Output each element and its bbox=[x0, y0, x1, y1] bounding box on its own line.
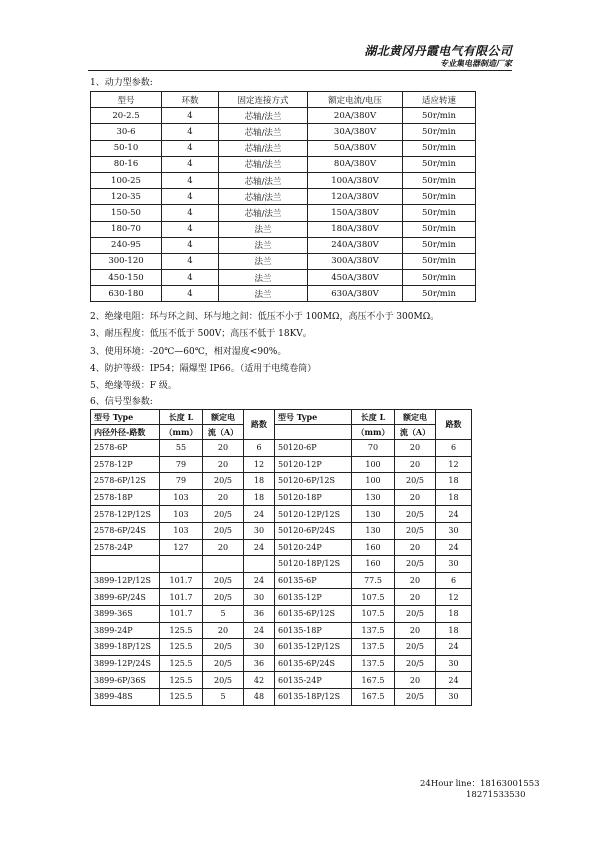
cell: 240-95 bbox=[91, 237, 162, 253]
cell: 127 bbox=[160, 539, 203, 556]
cell: 20 bbox=[395, 440, 436, 457]
cell: 137.5 bbox=[352, 655, 395, 672]
cell: 30 bbox=[436, 655, 472, 672]
cell: 法兰 bbox=[219, 221, 308, 237]
cell: 300-120 bbox=[91, 253, 162, 269]
cell: 6 bbox=[436, 572, 472, 589]
cell: 4 bbox=[162, 140, 219, 156]
cell: 芯轴/法兰 bbox=[219, 189, 308, 205]
table-row bbox=[91, 286, 476, 302]
col-header: 环数 bbox=[162, 92, 219, 108]
cell: 50r/min bbox=[403, 205, 476, 221]
cell: 167.5 bbox=[352, 672, 395, 689]
cell: 101.7 bbox=[160, 589, 203, 606]
col-header: 额定电 bbox=[395, 410, 436, 425]
col-header bbox=[275, 425, 352, 440]
cell: 30A/380V bbox=[308, 124, 403, 140]
col-header: （mm） bbox=[352, 425, 395, 440]
col-header: 型号 bbox=[91, 92, 162, 108]
table-row bbox=[91, 655, 472, 672]
cell: 3899-24P bbox=[91, 622, 160, 639]
cell: 137.5 bbox=[352, 639, 395, 656]
cell: 6 bbox=[436, 440, 472, 457]
cell: 芯轴/法兰 bbox=[219, 108, 308, 124]
cell: 24 bbox=[244, 572, 275, 589]
cell: 125.5 bbox=[160, 672, 203, 689]
col-header: 额定电 bbox=[203, 410, 244, 425]
col-header: 型号 Type bbox=[91, 410, 160, 425]
cell: 12 bbox=[436, 589, 472, 606]
cell: 50r/min bbox=[403, 172, 476, 188]
cell: 法兰 bbox=[219, 270, 308, 286]
cell: 50120-18P bbox=[275, 489, 352, 506]
cell: 50-10 bbox=[91, 140, 162, 156]
table-row bbox=[91, 108, 476, 124]
cell: 48 bbox=[244, 688, 275, 705]
cell: 130 bbox=[352, 522, 395, 539]
cell: 20 bbox=[395, 456, 436, 473]
note-insulation-resistance: 2、绝缘电阻：环与环之间、环与地之间：低压不小于 100MΩ，高压不小于 300MΩ。 bbox=[90, 312, 440, 322]
cell: 20/5 bbox=[203, 522, 244, 539]
cell: 30 bbox=[244, 639, 275, 656]
cell: 4 bbox=[162, 205, 219, 221]
cell: 630A/380V bbox=[308, 286, 403, 302]
company-subtitle: 专业集电器制造厂家 bbox=[440, 58, 512, 68]
cell: 77.5 bbox=[352, 572, 395, 589]
table-row bbox=[91, 589, 472, 606]
cell: 18 bbox=[436, 489, 472, 506]
cell: 50120-24P bbox=[275, 539, 352, 556]
cell: 3899-36S bbox=[91, 605, 160, 622]
cell: 芯轴/法兰 bbox=[219, 205, 308, 221]
cell: 160 bbox=[352, 539, 395, 556]
cell: 20 bbox=[203, 440, 244, 457]
table-row bbox=[91, 172, 476, 188]
cell: 103 bbox=[160, 506, 203, 523]
cell: 芯轴/法兰 bbox=[219, 140, 308, 156]
cell: 20 bbox=[395, 539, 436, 556]
cell: 20-2.5 bbox=[91, 108, 162, 124]
cell: 50120-6P/12S bbox=[275, 473, 352, 490]
section-power-title: 1、动力型参数: bbox=[90, 78, 153, 88]
cell: 2578-12P bbox=[91, 456, 160, 473]
cell: 2578-6P/24S bbox=[91, 522, 160, 539]
table-row bbox=[91, 556, 472, 573]
cell: 160 bbox=[352, 556, 395, 573]
cell: 79 bbox=[160, 456, 203, 473]
cell: 180-70 bbox=[91, 221, 162, 237]
cell: 30 bbox=[244, 589, 275, 606]
cell: 240A/380V bbox=[308, 237, 403, 253]
table-row bbox=[91, 522, 472, 539]
table-row bbox=[91, 270, 476, 286]
cell: 101.7 bbox=[160, 605, 203, 622]
cell: 4 bbox=[162, 286, 219, 302]
cell: 20/5 bbox=[203, 639, 244, 656]
col-header: 固定连接方式 bbox=[219, 92, 308, 108]
cell: 2578-18P bbox=[91, 489, 160, 506]
cell: 20/5 bbox=[395, 605, 436, 622]
cell: 50r/min bbox=[403, 156, 476, 172]
cell: 20/5 bbox=[203, 655, 244, 672]
table-row bbox=[91, 605, 472, 622]
cell: 2578-6P/12S bbox=[91, 473, 160, 490]
cell: 60135-12P bbox=[275, 589, 352, 606]
cell: 50r/min bbox=[403, 270, 476, 286]
cell: 50r/min bbox=[403, 237, 476, 253]
cell: 4 bbox=[162, 172, 219, 188]
cell: 20 bbox=[203, 489, 244, 506]
cell: 24 bbox=[436, 639, 472, 656]
col-header: 额定电流/电压 bbox=[308, 92, 403, 108]
cell: 80A/380V bbox=[308, 156, 403, 172]
cell: 167.5 bbox=[352, 688, 395, 705]
cell: 3899-6P/24S bbox=[91, 589, 160, 606]
table-row bbox=[91, 237, 476, 253]
col-header: 路数 bbox=[436, 410, 472, 440]
cell: 20/5 bbox=[203, 473, 244, 490]
cell bbox=[203, 556, 244, 573]
cell: 50r/min bbox=[403, 221, 476, 237]
signal-table-body bbox=[91, 440, 472, 706]
cell: 20/5 bbox=[203, 672, 244, 689]
table-header-row bbox=[91, 410, 472, 425]
col-header: 路数 bbox=[244, 410, 275, 440]
col-header: 长度 L bbox=[352, 410, 395, 425]
table-row bbox=[91, 221, 476, 237]
cell: 150A/380V bbox=[308, 205, 403, 221]
cell: 103 bbox=[160, 522, 203, 539]
cell: 18 bbox=[436, 605, 472, 622]
cell: 20 bbox=[203, 622, 244, 639]
cell: 120A/380V bbox=[308, 189, 403, 205]
col-header: 内径外径-路数 bbox=[91, 425, 160, 440]
cell: 137.5 bbox=[352, 622, 395, 639]
table-row bbox=[91, 189, 476, 205]
cell: 20 bbox=[203, 456, 244, 473]
cell: 50r/min bbox=[403, 108, 476, 124]
cell: 100-25 bbox=[91, 172, 162, 188]
cell: 103 bbox=[160, 489, 203, 506]
table-header-row bbox=[91, 425, 472, 440]
cell bbox=[91, 556, 160, 573]
col-header: （mm） bbox=[160, 425, 203, 440]
signal-params-table bbox=[90, 409, 472, 706]
table-row bbox=[91, 622, 472, 639]
table-row bbox=[91, 473, 472, 490]
cell: 24 bbox=[436, 506, 472, 523]
cell: 150-50 bbox=[91, 205, 162, 221]
cell: 60135-6P/12S bbox=[275, 605, 352, 622]
cell: 630-180 bbox=[91, 286, 162, 302]
table-row bbox=[91, 572, 472, 589]
cell: 50120-12P bbox=[275, 456, 352, 473]
power-params-table bbox=[90, 91, 476, 302]
cell: 2578-24P bbox=[91, 539, 160, 556]
cell bbox=[160, 556, 203, 573]
cell: 50r/min bbox=[403, 189, 476, 205]
cell: 3899-12P/12S bbox=[91, 572, 160, 589]
cell: 24 bbox=[244, 539, 275, 556]
cell: 芯轴/法兰 bbox=[219, 156, 308, 172]
table-row bbox=[91, 672, 472, 689]
cell: 60135-6P bbox=[275, 572, 352, 589]
cell: 4 bbox=[162, 189, 219, 205]
header-divider bbox=[88, 70, 512, 71]
cell: 20 bbox=[395, 572, 436, 589]
cell: 30 bbox=[436, 688, 472, 705]
cell: 芯轴/法兰 bbox=[219, 172, 308, 188]
cell: 60135-18P/12S bbox=[275, 688, 352, 705]
cell: 3899-6P/36S bbox=[91, 672, 160, 689]
cell: 130 bbox=[352, 506, 395, 523]
cell: 20/5 bbox=[203, 572, 244, 589]
cell: 12 bbox=[244, 456, 275, 473]
cell: 18 bbox=[244, 489, 275, 506]
cell: 50r/min bbox=[403, 124, 476, 140]
cell: 3899-18P/12S bbox=[91, 639, 160, 656]
cell: 20 bbox=[395, 489, 436, 506]
table-row bbox=[91, 688, 472, 705]
cell: 50r/min bbox=[403, 286, 476, 302]
cell: 4 bbox=[162, 237, 219, 253]
col-header: 适应转速 bbox=[403, 92, 476, 108]
cell: 50120-18P/12S bbox=[275, 556, 352, 573]
cell: 5 bbox=[203, 605, 244, 622]
cell: 2578-12P/12S bbox=[91, 506, 160, 523]
cell: 120-35 bbox=[91, 189, 162, 205]
cell: 20/5 bbox=[395, 473, 436, 490]
cell: 20A/380V bbox=[308, 108, 403, 124]
cell: 80-16 bbox=[91, 156, 162, 172]
cell: 24 bbox=[244, 506, 275, 523]
cell: 125.5 bbox=[160, 622, 203, 639]
cell: 300A/380V bbox=[308, 253, 403, 269]
cell: 法兰 bbox=[219, 237, 308, 253]
cell: 107.5 bbox=[352, 589, 395, 606]
company-name: 湖北黄冈丹霞电气有限公司 bbox=[364, 44, 512, 58]
cell: 18 bbox=[436, 622, 472, 639]
cell: 法兰 bbox=[219, 253, 308, 269]
cell: 20/5 bbox=[395, 655, 436, 672]
cell: 12 bbox=[436, 456, 472, 473]
table-row bbox=[91, 639, 472, 656]
cell: 4 bbox=[162, 124, 219, 140]
cell: 79 bbox=[160, 473, 203, 490]
cell: 30 bbox=[244, 522, 275, 539]
cell: 24 bbox=[244, 622, 275, 639]
cell: 125.5 bbox=[160, 639, 203, 656]
cell: 3899-12P/24S bbox=[91, 655, 160, 672]
cell: 30 bbox=[436, 556, 472, 573]
cell: 2578-6P bbox=[91, 440, 160, 457]
table-row bbox=[91, 205, 476, 221]
cell: 20/5 bbox=[395, 506, 436, 523]
cell: 180A/380V bbox=[308, 221, 403, 237]
cell: 4 bbox=[162, 156, 219, 172]
col-header: 流（A） bbox=[395, 425, 436, 440]
cell: 70 bbox=[352, 440, 395, 457]
cell: 50A/380V bbox=[308, 140, 403, 156]
table-row bbox=[91, 440, 472, 457]
note-environment: 3、使用环境：-20℃—60℃，相对湿度<90%。 bbox=[90, 347, 287, 357]
cell: 36 bbox=[244, 605, 275, 622]
cell: 20 bbox=[395, 622, 436, 639]
cell: 107.5 bbox=[352, 605, 395, 622]
note-insulation-class: 5、绝缘等级：F 级。 bbox=[90, 381, 177, 391]
cell: 4 bbox=[162, 221, 219, 237]
table-row bbox=[91, 506, 472, 523]
cell: 60135-18P bbox=[275, 622, 352, 639]
cell: 60135-6P/24S bbox=[275, 655, 352, 672]
cell: 20/5 bbox=[203, 589, 244, 606]
cell: 20/5 bbox=[395, 639, 436, 656]
cell: 450-150 bbox=[91, 270, 162, 286]
cell: 50r/min bbox=[403, 253, 476, 269]
cell: 100 bbox=[352, 473, 395, 490]
cell: 4 bbox=[162, 253, 219, 269]
cell: 30 bbox=[436, 522, 472, 539]
cell: 20/5 bbox=[395, 522, 436, 539]
table-row bbox=[91, 156, 476, 172]
cell: 36 bbox=[244, 655, 275, 672]
cell: 101.7 bbox=[160, 572, 203, 589]
table-header-row bbox=[91, 92, 476, 108]
cell: 5 bbox=[203, 688, 244, 705]
table-row bbox=[91, 539, 472, 556]
cell: 法兰 bbox=[219, 286, 308, 302]
section-signal-title: 6、信号型参数: bbox=[90, 397, 153, 407]
cell: 20 bbox=[395, 589, 436, 606]
note-protection: 4、防护等级：IP54；隔爆型 IP66。（适用于电缆卷筒） bbox=[90, 364, 317, 374]
cell: 24 bbox=[436, 539, 472, 556]
cell: 芯轴/法兰 bbox=[219, 124, 308, 140]
table-row bbox=[91, 124, 476, 140]
cell: 20/5 bbox=[395, 556, 436, 573]
cell: 6 bbox=[244, 440, 275, 457]
col-header: 型号 Type bbox=[275, 410, 352, 425]
cell: 18 bbox=[436, 473, 472, 490]
cell: 4 bbox=[162, 270, 219, 286]
cell: 60135-24P bbox=[275, 672, 352, 689]
hotline-second: 18271533530 bbox=[466, 790, 526, 800]
cell: 100A/380V bbox=[308, 172, 403, 188]
cell: 50r/min bbox=[403, 140, 476, 156]
cell: 450A/380V bbox=[308, 270, 403, 286]
cell: 3899-48S bbox=[91, 688, 160, 705]
cell: 50120-12P/12S bbox=[275, 506, 352, 523]
cell: 100 bbox=[352, 456, 395, 473]
table-row bbox=[91, 253, 476, 269]
cell: 20 bbox=[203, 539, 244, 556]
cell: 24 bbox=[436, 672, 472, 689]
cell: 42 bbox=[244, 672, 275, 689]
col-header: 长度 L bbox=[160, 410, 203, 425]
cell: 20 bbox=[395, 672, 436, 689]
cell: 60135-12P/12S bbox=[275, 639, 352, 656]
note-withstand-voltage: 3、耐压程度：低压不低于 500V；高压不低于 18KV。 bbox=[90, 329, 312, 339]
cell: 50120-6P bbox=[275, 440, 352, 457]
hotline: 24Hour line：18163001553 bbox=[420, 779, 540, 789]
col-header: 流（A） bbox=[203, 425, 244, 440]
cell: 50120-6P/24S bbox=[275, 522, 352, 539]
cell: 4 bbox=[162, 108, 219, 124]
cell: 30-6 bbox=[91, 124, 162, 140]
cell bbox=[244, 556, 275, 573]
table-row bbox=[91, 456, 472, 473]
cell: 125.5 bbox=[160, 688, 203, 705]
cell: 20/5 bbox=[203, 506, 244, 523]
cell: 20/5 bbox=[395, 688, 436, 705]
cell: 18 bbox=[244, 473, 275, 490]
table-row bbox=[91, 140, 476, 156]
cell: 55 bbox=[160, 440, 203, 457]
cell: 130 bbox=[352, 489, 395, 506]
table-row bbox=[91, 489, 472, 506]
cell: 125.5 bbox=[160, 655, 203, 672]
